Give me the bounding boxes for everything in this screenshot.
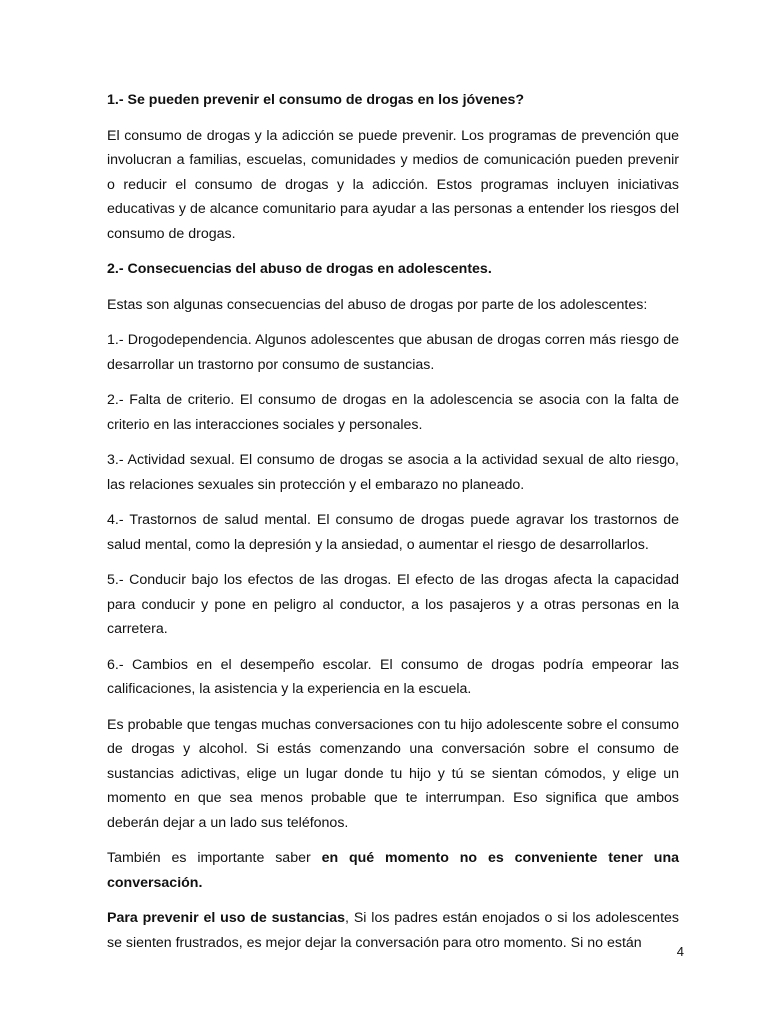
substance-prevention-text: , Si los padres están enojados o si los adolescentes se sienten frustrados, es mejor dejar la conversación para otro momento. Si no están bbox=[107, 910, 679, 951]
substance-prevention-bold-text: Para prevenir el uso de sustancias bbox=[107, 910, 346, 926]
paragraph-timing bbox=[107, 846, 679, 895]
consequence-item: 4.- Trastornos de salud mental. El consumo de drogas puede agravar los trastornos de salud mental, como la depresión y la ansiedad, o aumentar el riesgo de desarrollarlos. bbox=[107, 512, 679, 553]
timing-lead-text: También es importante saber bbox=[107, 850, 322, 866]
paragraph-prevention: El consumo de drogas y la adicción se puede prevenir. Los programas de prevención que involucran a familias, escuelas, comunidades y medios de comunicación pueden prevenir o reducir el consumo de drogas y la adicción. Estos programas incluyen iniciativas educativas y de alcance comunitario para ayudar a las personas a entender los riesgos del consumo de drogas. bbox=[107, 127, 679, 242]
consequence-item: 3.- Actividad sexual. El consumo de drogas se asocia a la actividad sexual de alto riesgo, las relaciones sexuales sin protección y el embarazo no planeado. bbox=[107, 452, 679, 493]
section-heading-prevention: 1.- Se pueden prevenir el consumo de drogas en los jóvenes? bbox=[107, 92, 525, 108]
consequence-item: 2.- Falta de criterio. El consumo de drogas en la adolescencia se asocia con la falta de criterio en las interacciones sociales y personales. bbox=[107, 392, 679, 433]
paragraph-conversations: Es probable que tengas muchas conversaciones con tu hijo adolescente sobre el consumo de drogas y alcohol. Si estás comenzando una conversación sobre el consumo de sustancias adictivas, elige un lugar donde tu hijo y tú se sientan cómodos, y elige un momento en que sea menos probable que te interrumpan. Eso significa que ambos deberán dejar a un lado sus teléfonos. bbox=[107, 716, 679, 831]
consequence-item: 6.- Cambios en el desempeño escolar. El consumo de drogas podría empeorar las calificaciones, la asistencia y la experiencia en la escuela. bbox=[107, 656, 679, 697]
document-page bbox=[107, 88, 679, 966]
consequence-item: 5.- Conducir bajo los efectos de las drogas. El efecto de las drogas afecta la capacidad para conducir y pone en peligro al conductor, a los pasajeros y a otras personas en la carretera. bbox=[107, 572, 679, 637]
consequence-item: 1.- Drogodependencia. Algunos adolescentes que abusan de drogas corren más riesgo de desarrollar un trastorno por consumo de sustancias. bbox=[107, 332, 679, 373]
paragraph-consequences-intro: Estas son algunas consecuencias del abuso de drogas por parte de los adolescentes: bbox=[107, 296, 648, 313]
page-number: 4 bbox=[676, 944, 684, 959]
section-heading-consequences: 2.- Consecuencias del abuso de drogas en adolescentes. bbox=[107, 261, 492, 277]
timing-bold-text: en qué momento no es conveniente tener una conversación. bbox=[107, 850, 679, 891]
paragraph-substance-prevention bbox=[107, 906, 679, 955]
